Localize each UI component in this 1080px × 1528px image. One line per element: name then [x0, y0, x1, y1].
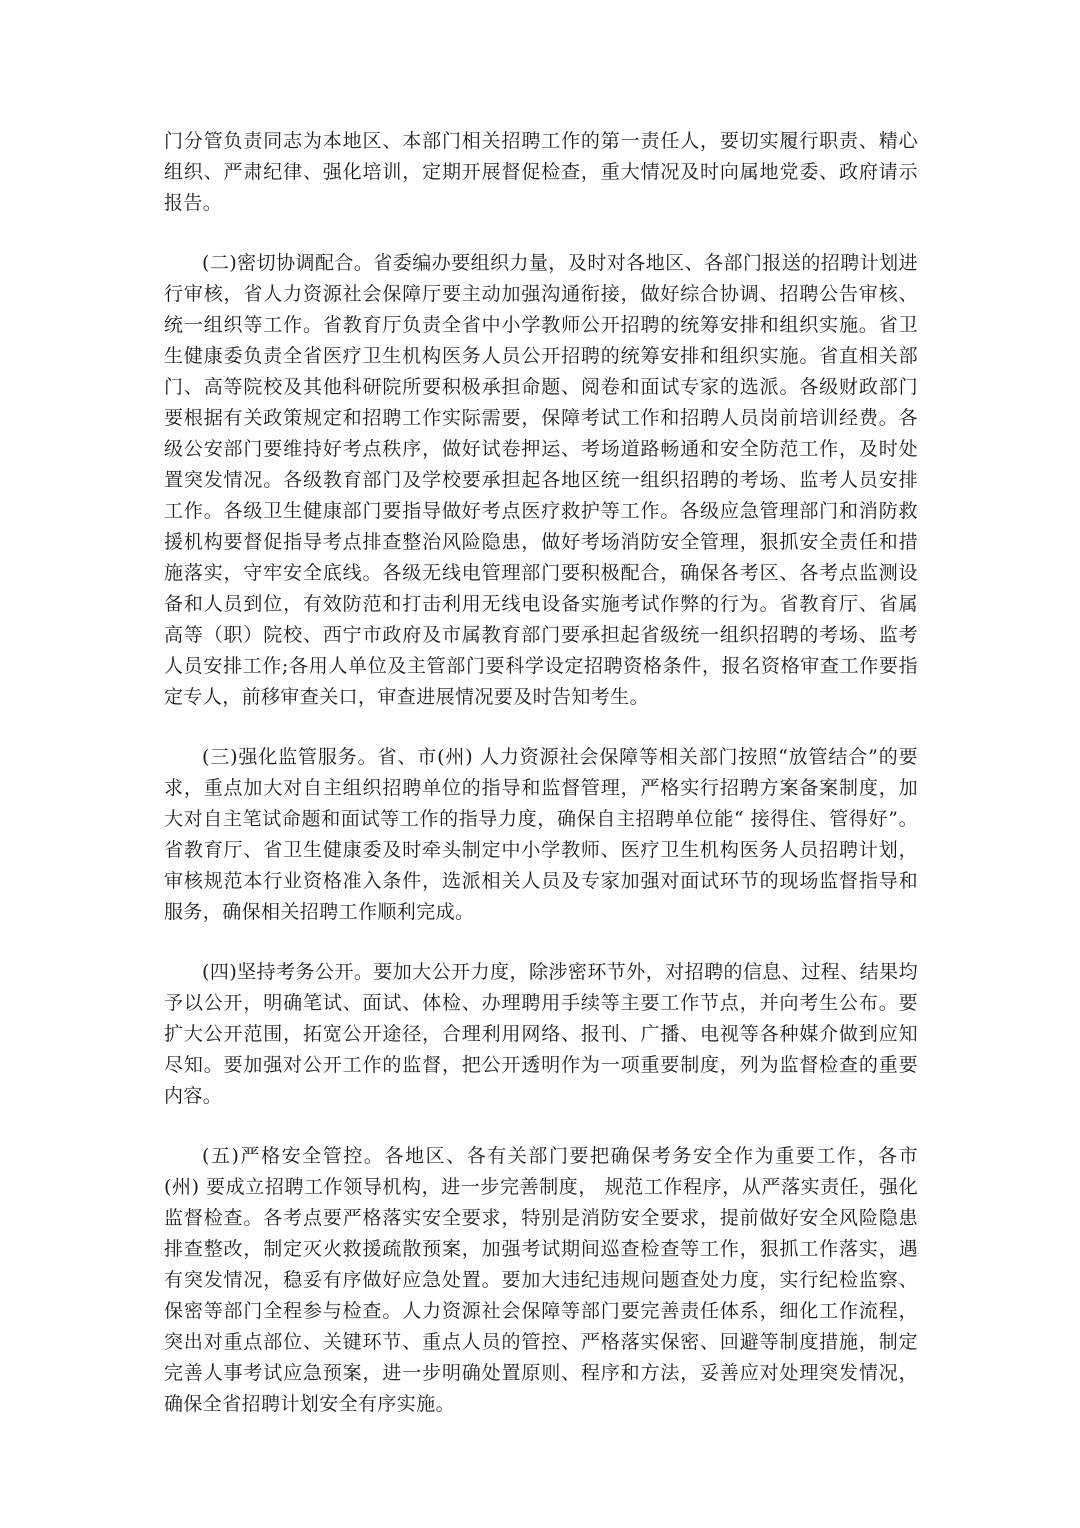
paragraph-coordination: (二)密切协调配合。省委编办要组织力量，及时对各地区、各部门报送的招聘计划进行审核，省人力资源社会保障厅要主动加强沟通衔接，做好综合协调、招聘公告审核、统一组织等工作。省教育厅负责全省中小学教师公开招聘的统筹安排和组织实施。省卫生健康委负责全省医疗卫生机构医务人员公开招聘的统筹安排和组织实施。省直相关部门、高等院校及其他科研院所要积极承担命题、阅卷和面试专家的选派。各级财政部门要根据有关政策规定和招聘工作实际需要，保障考试工作和招聘人员岗前培训经费。各级公安部门要维持好考点秩序，做好试卷押运、考场道路畅通和安全防范工作，及时处置突发情况。各级教育部门及学校要承担起各地区统一组织招聘的考场、监考人员安排工作。各级卫生健康部门要指导做好考点医疗救护等工作。各级应急管理部门和消防救援机构要督促指导考点排查整治风险隐患，做好考场消防安全管理，狠抓安全责任和措施落实，守牢安全底线。各级无线电管理部门要积极配合，确保各考区、各考点监测设备和人员到位，有效防范和打击利用无线电设备实施考试作弊的行为。省教育厅、省属高等（职）院校、西宁市政府及市属教育部门要承担起省级统一组织招聘的考场、监考人员安排工作;各用人单位及主管部门要科学设定招聘资格条件，报名资格审查工作要指定专人，前移审查关口，审查进展情况要及时告知考生。	[164, 252, 918, 708]
paragraph-supervision: (三)强化监管服务。省、市(州) 人力资源社会保障等相关部门按照“放管结合”的要求，重点加大对自主组织招聘单位的指导和监督管理，严格实行招聘方案备案制度，加大对自主笔试命题和面试等工作的指导力度，确保自主招聘单位能“ 接得住、管得好”。省教育厅、省卫生健康委及时牵头制定中小学教师、医疗卫生机构医务人员招聘计划，审核规范本行业资格准入条件，选派相关人员及专家加强对面试环节的现场监督指导和服务，确保相关招聘工作顺利完成。	[164, 746, 918, 923]
paragraph-security: (五)严格安全管控。各地区、各有关部门要把确保考务安全作为重要工作，各市 (州) 要成立招聘工作领导机构，进一步完善制度， 规范工作程序，从严落实责任，强化监督检查。各考点要严格落实安全要求，特别是消防安全要求，提前做好安全风险隐患排查整改，制定灭火救援疏散预案，加强考试期间巡查检查等工作，狠抓工作落实，遇有突发情况，稳妥有序做好应急处置。要加大违纪违规问题查处力度，实行纪检监察、保密等部门全程参与检查。人力资源社会保障等部门要完善责任体系，细化工作流程，突出对重点部位、关键环节、重点人员的管控、严格落实保密、回避等制度措施，制定完善人事考试应急预案，进一步明确处置原则、程序和方法，妥善应对处理突发情况，确保全省招聘计划安全有序实施。	[164, 1145, 918, 1415]
paragraph-gap	[164, 1112, 918, 1141]
paragraph-gap	[164, 928, 918, 957]
paragraph-gap	[164, 713, 918, 742]
paragraph-continuation: 门分管负责同志为本地区、本部门相关招聘工作的第一责任人，要切实履行职责、精心组织、严肃纪律、强化培训，定期开展督促检查，重大情况及时向属地党委、政府请示报告。	[164, 130, 918, 214]
paragraph-gap	[164, 219, 918, 248]
document-body	[164, 126, 918, 1420]
paragraph-transparency: (四)坚持考务公开。要加大公开力度，除涉密环节外，对招聘的信息、过程、结果均予以公开，明确笔试、面试、体检、办理聘用手续等主要工作节点，并向考生公布。要扩大公开范围，拓宽公开途径，合理利用网络、报刊、广播、电视等各种媒介做到应知尽知。要加强对公开工作的监督，把公开透明作为一项重要制度，列为监督检查的重要内容。	[164, 961, 918, 1107]
